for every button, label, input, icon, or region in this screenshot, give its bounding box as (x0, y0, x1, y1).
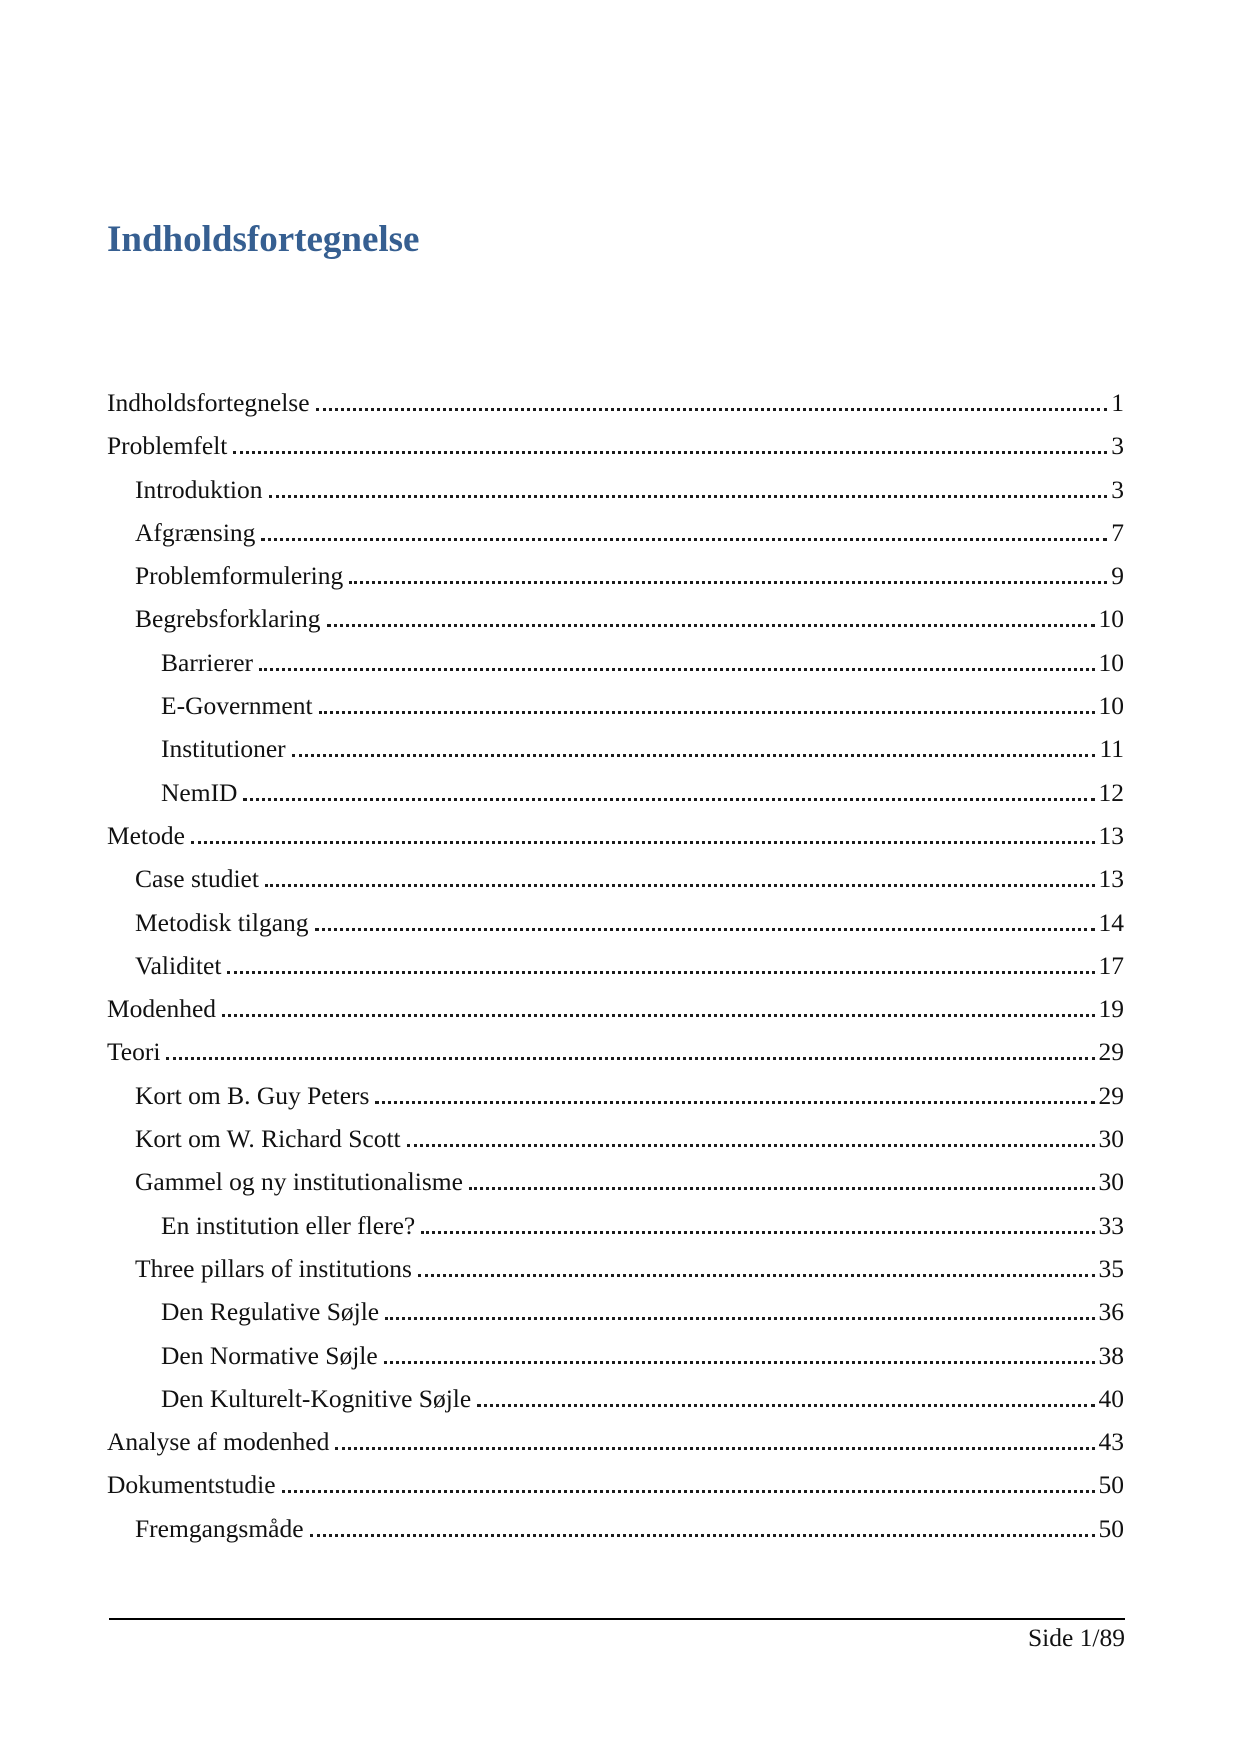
toc-entry[interactable] (107, 1160, 1124, 1203)
toc-entry-page: 10 (1098, 691, 1124, 721)
toc-entry-label: Modenhed (107, 994, 217, 1024)
toc-entry-label: Institutioner (161, 734, 286, 764)
toc-entry-label: Validitet (135, 950, 222, 980)
page-title: Indholdsfortegnelse (107, 219, 420, 260)
toc-entry[interactable] (107, 1463, 1124, 1506)
dot-leader (407, 1144, 1095, 1147)
toc-entry-page: 10 (1098, 604, 1124, 634)
toc-entry-label: Metodisk tilgang (135, 907, 309, 937)
dot-leader (259, 668, 1094, 671)
toc-entry-label: En institution eller flere? (161, 1210, 416, 1240)
dot-leader (418, 1274, 1095, 1277)
toc-entry[interactable] (107, 1420, 1124, 1463)
toc-entry[interactable] (107, 901, 1124, 944)
toc-entry-label: Three pillars of institutions (135, 1253, 412, 1283)
toc-entry[interactable] (107, 511, 1124, 554)
toc-entry[interactable] (107, 468, 1124, 511)
dot-leader (349, 581, 1107, 584)
toc-entry[interactable] (107, 641, 1124, 684)
toc-entry-page: 17 (1098, 950, 1124, 980)
toc-entry-page: 10 (1098, 647, 1124, 677)
dot-leader (191, 841, 1095, 844)
dot-leader (477, 1404, 1094, 1407)
toc-entry-label: Metode (107, 820, 185, 850)
toc-entry-label: Begrebsforklaring (135, 604, 321, 634)
toc-entry-label: Case studiet (135, 864, 259, 894)
toc-entry-page: 29 (1098, 1080, 1124, 1110)
toc-entry[interactable] (107, 1247, 1124, 1290)
toc-entry[interactable] (107, 1204, 1124, 1247)
toc-entry[interactable] (107, 424, 1124, 467)
toc-entry[interactable] (107, 987, 1124, 1030)
toc-entry-label: Fremgangsmåde (135, 1513, 304, 1543)
toc-entry-page: 13 (1098, 864, 1124, 894)
toc-entry-label: Den Normative Søjle (161, 1340, 378, 1370)
toc-entry-label: E-Government (161, 691, 313, 721)
toc-entry-label: Gammel og ny institutionalisme (135, 1167, 463, 1197)
toc-entry-page: 12 (1098, 777, 1124, 807)
toc-entry[interactable] (107, 554, 1124, 597)
toc-entry-page: 11 (1099, 734, 1124, 764)
toc-entry-page: 14 (1098, 907, 1124, 937)
toc-entry-page: 38 (1098, 1340, 1124, 1370)
toc-entry-page: 1 (1111, 388, 1124, 417)
toc-entry-page: 3 (1111, 431, 1124, 461)
toc-entry-page: 36 (1098, 1297, 1124, 1327)
toc-entry[interactable] (107, 1117, 1124, 1160)
dot-leader (265, 884, 1095, 887)
toc-list (107, 381, 1124, 1550)
toc-entry-label: Den Kulturelt-Kognitive Søjle (161, 1383, 472, 1413)
toc-entry-page: 43 (1098, 1427, 1124, 1457)
toc-entry-page: 30 (1098, 1124, 1124, 1154)
toc-entry[interactable] (107, 944, 1124, 987)
toc-entry-page: 29 (1098, 1037, 1124, 1067)
toc-entry-page: 19 (1098, 994, 1124, 1024)
toc-entry[interactable] (107, 857, 1124, 900)
toc-entry[interactable] (107, 1377, 1124, 1420)
toc-entry[interactable] (107, 597, 1124, 640)
page-footer (109, 1618, 1125, 1655)
toc-entry-page: 3 (1111, 474, 1124, 504)
dot-leader (282, 1490, 1095, 1493)
toc-entry-page: 40 (1098, 1383, 1124, 1413)
dot-leader (327, 624, 1095, 627)
toc-entry[interactable] (107, 1290, 1124, 1333)
toc-entry[interactable] (107, 684, 1124, 727)
toc-entry-page: 13 (1098, 820, 1124, 850)
toc-entry-page: 33 (1098, 1210, 1124, 1240)
toc-entry-page: 30 (1098, 1167, 1124, 1197)
dot-leader (335, 1447, 1094, 1450)
dot-leader (269, 495, 1108, 498)
toc-entry-label: Dokumentstudie (107, 1470, 276, 1500)
toc-entry[interactable] (107, 381, 1124, 424)
dot-leader (166, 1057, 1094, 1060)
toc-entry-label: Problemformulering (135, 561, 344, 591)
dot-leader (316, 408, 1108, 411)
toc-entry-label: Den Regulative Søjle (161, 1297, 380, 1327)
toc-entry[interactable] (107, 1030, 1124, 1073)
toc-entry-label: Introduktion (135, 474, 263, 504)
toc-entry-page: 7 (1111, 517, 1124, 547)
page-number-label: Side 1/89 (1027, 1623, 1125, 1652)
toc-entry-label: Afgrænsing (135, 517, 256, 547)
toc-entry-label: Analyse af modenhed (107, 1427, 330, 1457)
toc-entry-label: Teori (107, 1037, 161, 1067)
dot-leader (315, 928, 1095, 931)
dot-leader (319, 711, 1095, 714)
toc-entry-label: Kort om B. Guy Peters (135, 1080, 370, 1110)
dot-leader (261, 538, 1107, 541)
toc-entry-label: Barrierer (161, 647, 254, 677)
dot-leader (227, 971, 1094, 974)
dot-leader (421, 1231, 1094, 1234)
toc-entry[interactable] (107, 1507, 1124, 1550)
toc-entry[interactable] (107, 1334, 1124, 1377)
toc-entry[interactable] (107, 814, 1124, 857)
dot-leader (243, 798, 1094, 801)
toc-entry[interactable] (107, 771, 1124, 814)
toc-entry-page: 50 (1098, 1513, 1124, 1543)
toc-entry-page: 9 (1111, 561, 1124, 591)
dot-leader (385, 1317, 1094, 1320)
dot-leader (292, 754, 1096, 757)
dot-leader (222, 1014, 1094, 1017)
toc-entry-label: Indholdsfortegnelse (107, 388, 310, 417)
dot-leader (384, 1361, 1095, 1364)
toc-entry-page: 50 (1098, 1470, 1124, 1500)
toc-entry-page: 35 (1098, 1253, 1124, 1283)
toc-entry[interactable] (107, 1074, 1124, 1117)
toc-entry-label: NemID (161, 777, 238, 807)
dot-leader (469, 1187, 1095, 1190)
toc-entry-label: Problemfelt (107, 431, 228, 461)
dot-leader (375, 1101, 1094, 1104)
dot-leader (233, 451, 1107, 454)
dot-leader (310, 1534, 1095, 1537)
toc-entry-label: Kort om W. Richard Scott (135, 1124, 401, 1154)
toc-entry[interactable] (107, 727, 1124, 770)
